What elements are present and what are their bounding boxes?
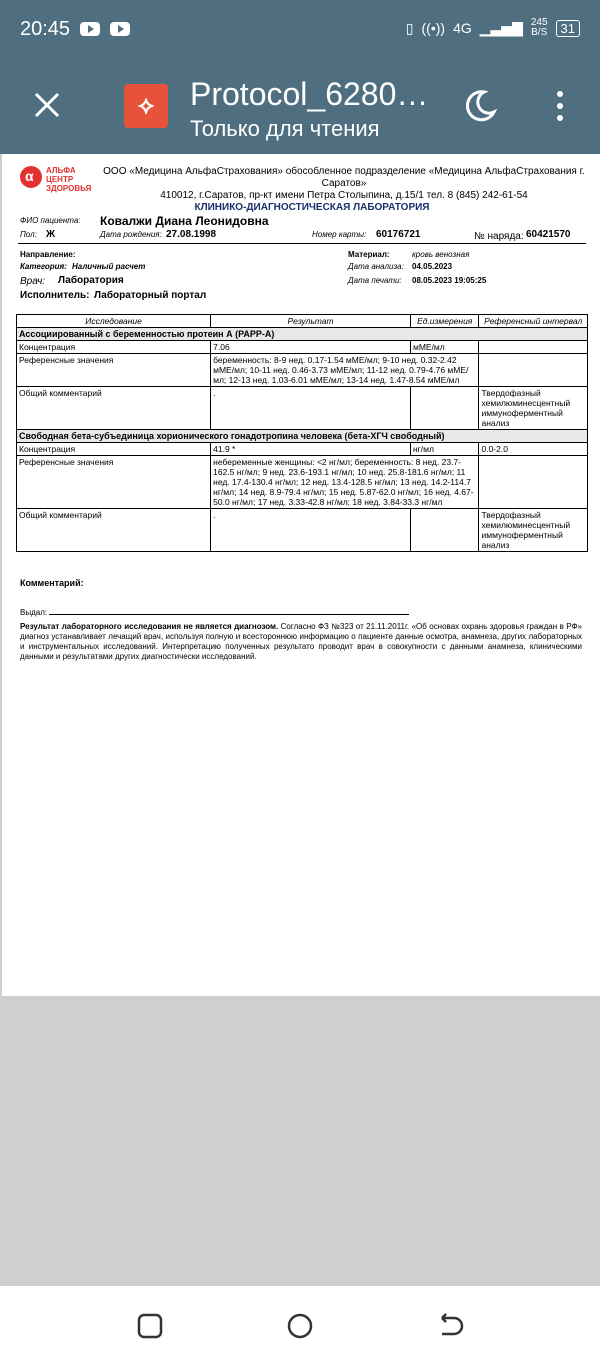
logo-mark bbox=[20, 166, 42, 188]
read-only-label: Только для чтения bbox=[190, 116, 380, 141]
table-row: Референсные значения небеременные женщины: <2 нг/мл; беременность: 8 нед. 23.7-162.5 нг/мл; 9 нед. 23.6-193.1 нг/мл; 10 нед. 25.8-181.6 нг/мл; 11 нед. 17.4-130.4 нг/мл; 12 нед. 13.4-128.5 нг/мл; 13 нед. 14.2-114.7 нг/мл; 14 нед. 8.9-79.4 нг/мл; 15 нед. 5.87-62.0 нг/мл; 16 нед. 4.67-50.0 нг/мл; 17 нед. 3.33-42.8 нг/мл; 18 нед. 3.84-33.3 нг/мл bbox=[17, 456, 588, 509]
status-icons bbox=[406, 18, 580, 38]
section-title: Ассоциированный с беременностью протеин А (PAPP-A) bbox=[17, 328, 588, 341]
issued-by: Выдал: bbox=[20, 608, 409, 617]
network-label: 4G bbox=[453, 20, 472, 36]
vibrate-icon: ▯ bbox=[405, 19, 414, 36]
clinic-logo: α АЛЬФА ЦЕНТР ЗДОРОВЬЯ bbox=[20, 166, 104, 196]
card-number: 60176721 bbox=[376, 229, 421, 240]
battery-icon: 31 bbox=[556, 20, 580, 37]
youtube-notification-icon bbox=[80, 22, 100, 36]
recent-apps-icon[interactable] bbox=[136, 1312, 164, 1340]
app-bar bbox=[0, 60, 600, 154]
table-row: Концентрация 41.9 * нг/мл 0.0-2.0 bbox=[17, 443, 588, 456]
more-options-icon[interactable] bbox=[548, 88, 572, 124]
divider bbox=[18, 243, 586, 244]
executor: Лабораторный портал bbox=[94, 290, 207, 301]
lab-name: КЛИНИКО-ДИАГНОСТИЧЕСКАЯ ЛАБОРАТОРИЯ bbox=[194, 202, 430, 213]
table-row: Общий комментарий . Твердофазный хемилюминесцентный иммуноферментный анализ bbox=[17, 509, 588, 552]
night-mode-icon[interactable] bbox=[462, 88, 498, 124]
signal-icon: ▁▃▅▇ bbox=[479, 19, 523, 36]
disclaimer: Результат лабораторного исследования не является диагнозом. Согласно ФЗ №323 от 21.11.2011г. «Об основах охрань здоровья граждан в РФ» диагноз устанавливает лечащий врач, используя полную и всестороннюю информацию о пациенте данные осмотра, анамнеза, других лабораторных и инструментальных исследований. Интерпретацию полученных результато проводит врач в совокупности с данными анамнеза, клиническими данными и результатами других диагностически исследований. bbox=[20, 622, 583, 661]
home-icon[interactable] bbox=[286, 1312, 314, 1340]
hotspot-icon: ((•)) bbox=[421, 20, 446, 36]
category: Наличный расчет bbox=[72, 262, 146, 271]
table-row: Общий комментарий . Твердофазный хемилюминесцентный иммуноферментный анализ bbox=[17, 387, 588, 430]
back-icon[interactable] bbox=[436, 1312, 464, 1340]
clock: 20:45 bbox=[20, 18, 71, 40]
analysis-date: 04.05.2023 bbox=[412, 262, 453, 271]
navigation-bar bbox=[0, 1286, 600, 1366]
section-title: Свободная бета-субъединица хорионического гонадотропина человека (бета-ХГЧ свободный) bbox=[17, 430, 588, 443]
result-value: 7.06 bbox=[211, 341, 411, 354]
status-bar bbox=[0, 0, 600, 60]
document-title: Protocol_6280… bbox=[190, 76, 429, 112]
youtube-notification-icon-2 bbox=[110, 22, 130, 36]
net-speed: 245 B/S bbox=[530, 17, 548, 38]
date-of-birth: 27.08.1998 bbox=[166, 229, 217, 240]
material: кровь венозная bbox=[412, 250, 470, 259]
comment-label: Комментарий: bbox=[20, 578, 84, 588]
results-table: Исследование Результат Ед.измерения Референсный интервал Ассоциированный с беременностью протеин А (PAPP-A) Концентрация 7.06 мМЕ/мл Референсные значения беременность: 8-9 нед. 0.17-1.54 мМЕ/мл; 9-10 нед. 0.32-2.42 мМЕ/мл; 10-11 нед. 0.46-3.73 мМЕ/мл; 11-12 нед. 0.79-4.76 мМЕ/мл; 12-13 нед. 1.03-6.01 мМЕ/мл; 13-14 нед. 1.47-8.54 мМЕ/мл Общий комментарий . Твердофазный хемилюминесцентный иммуноферментный анализ Свободная бета-субъединица хорионического гонадотропина человека (бета-ХГЧ свободный) Концентрация 41.9 * нг/мл 0.0-2.0 Референсные значения небеременные женщины: <2 нг/мл; беременность: 8 нед. 23.7-162.5 нг/мл; 9 нед. 23.6-193.1 нг/мл; 10 нед. 25.8-181.6 нг/мл; 11 нед. 17.4-130.4 нг/мл; 12 нед. 13.4-128.5 нг/мл; 13 нед. 14.2-114.7 нг/мл; 14 нед. 8.9-79.4 нг/мл; 15 нед. 5.87-62.0 нг/мл; 16 нед. 4.67-50.0 нг/мл; 17 нед. 3.33-42.8 нг/мл; 18 нед. 3.84-33.3 нг/мл Общий комментарий . Твердофазный хемилюминесцентный иммуноферментный анализ bbox=[16, 314, 588, 552]
patient-name: Ковалжи Диана Леонидовна bbox=[100, 214, 269, 228]
doctor: Лаборатория bbox=[58, 275, 124, 286]
table-row: Референсные значения беременность: 8-9 нед. 0.17-1.54 мМЕ/мл; 9-10 нед. 0.32-2.42 мМЕ/мл; 10-11 нед. 0.46-3.73 мМЕ/мл; 11-12 нед. 0.79-4.76 мМЕ/мл; 12-13 нед. 1.03-6.01 мМЕ/мл; 13-14 нед. 1.47-8.54 мМЕ/мл bbox=[17, 354, 588, 387]
order-number: 60421570 bbox=[526, 229, 571, 240]
sex: Ж bbox=[46, 229, 56, 240]
result-value: 41.9 * bbox=[211, 443, 411, 456]
table-row: Концентрация 7.06 мМЕ/мл bbox=[17, 341, 588, 354]
print-date: 08.05.2023 19:05:25 bbox=[412, 276, 487, 285]
pdf-file-icon: ⟡ bbox=[124, 84, 168, 128]
pdf-page: α АЛЬФА ЦЕНТР ЗДОРОВЬЯ ООО «Медицина АльфаСтрахования» обособленное подразделение «Медицина АльфаСтрахования г. Саратов» 410012, г.Саратов, пр-кт имени Петра Столыпина, д.15/1 тел. 8 (845) 242-61-54 КЛИНИКО-ДИАГНОСТИЧЕСКАЯ ЛАБОРАТОРИЯ ФИО пациента: Ковалжи Диана Леонидовна Пол: Ж Дата рождения: 27.08.1998 Номер карты: 60176721 № наряда: 60421570 Направление: Категория: Наличный расчет Врач: Лаборатория Исполнитель: Лабораторный портал Материал: кровь венозная Дата анализа: 04.05.2023 Дата печати: 08.05.2023 19:05:25 Исследование Результат Ед.измерения Референсный интервал Ассоциированный с беременностью протеин А (PAPP-A) Концентрация 7.06 мМЕ/мл Референсные значения беременность: 8-9 нед. 0.17-1.54 мМЕ/мл; 9-10 нед. 0.32-2.42 мМЕ/мл; 10-11 нед. 0.46-3.73 мМЕ/мл; 11-12 нед. 0.79-4.76 мМЕ/мл; 12-13 нед. 1.03-6.01 мМЕ/мл; 13-14 нед. 1.47-8.54 мМЕ/мл Общий комментарий . Твердофазный хемилюминесцентный иммуноферментный анализ Свободная бета-субъединица хорионического гонадотропина человека (бета-ХГЧ свободный) Концентрация 41.9 * нг/мл 0.0-2.0 Референсные значения небеременные женщины: <2 нг/мл; беременность: 8 нед. 23.7-162.5 нг/мл; 9 нед. 23.6-193.1 нг/мл; 10 нед. 25.8-181.6 нг/мл; 11 нед. 17.4-130.4 нг/мл; 12 нед. 13.4-128.5 нг/мл; 13 нед. 14.2-114.7 нг/мл; 14 нед. 8.9-79.4 нг/мл; 15 нед. 5.87-62.0 нг/мл; 16 нед. 4.67-50.0 нг/мл; 17 нед. 3.33-42.8 нг/мл; 18 нед. 3.84-33.3 нг/мл Общий комментарий . Твердофазный хемилюминесцентный иммуноферментный анализ Комментарий: Выдал: Результат лабораторного исследования не является диагнозом. Согласно ФЗ №323 от 21.11.2011г. «Об основах охрань здоровья граждан в РФ» диагноз устанавливает лечащий врач, используя полную и всестороннюю информацию о пациенте данные осмотра, анамнеза, других лабораторных и инструментальных исследований. Интерпретацию полученных результато проводит врач в совокупности с данными анамнеза, клиническими данными и результатами других диагностически исследований. bbox=[2, 154, 600, 996]
close-icon[interactable] bbox=[32, 90, 62, 120]
organization-header: ООО «Медицина АльфаСтрахования» обособленное подразделение «Медицина АльфаСтрахования г. Саратов» 410012, г.Саратов, пр-кт имени Петра Столыпина, д.15/1 тел. 8 (845) 242-61-54 bbox=[103, 166, 585, 201]
